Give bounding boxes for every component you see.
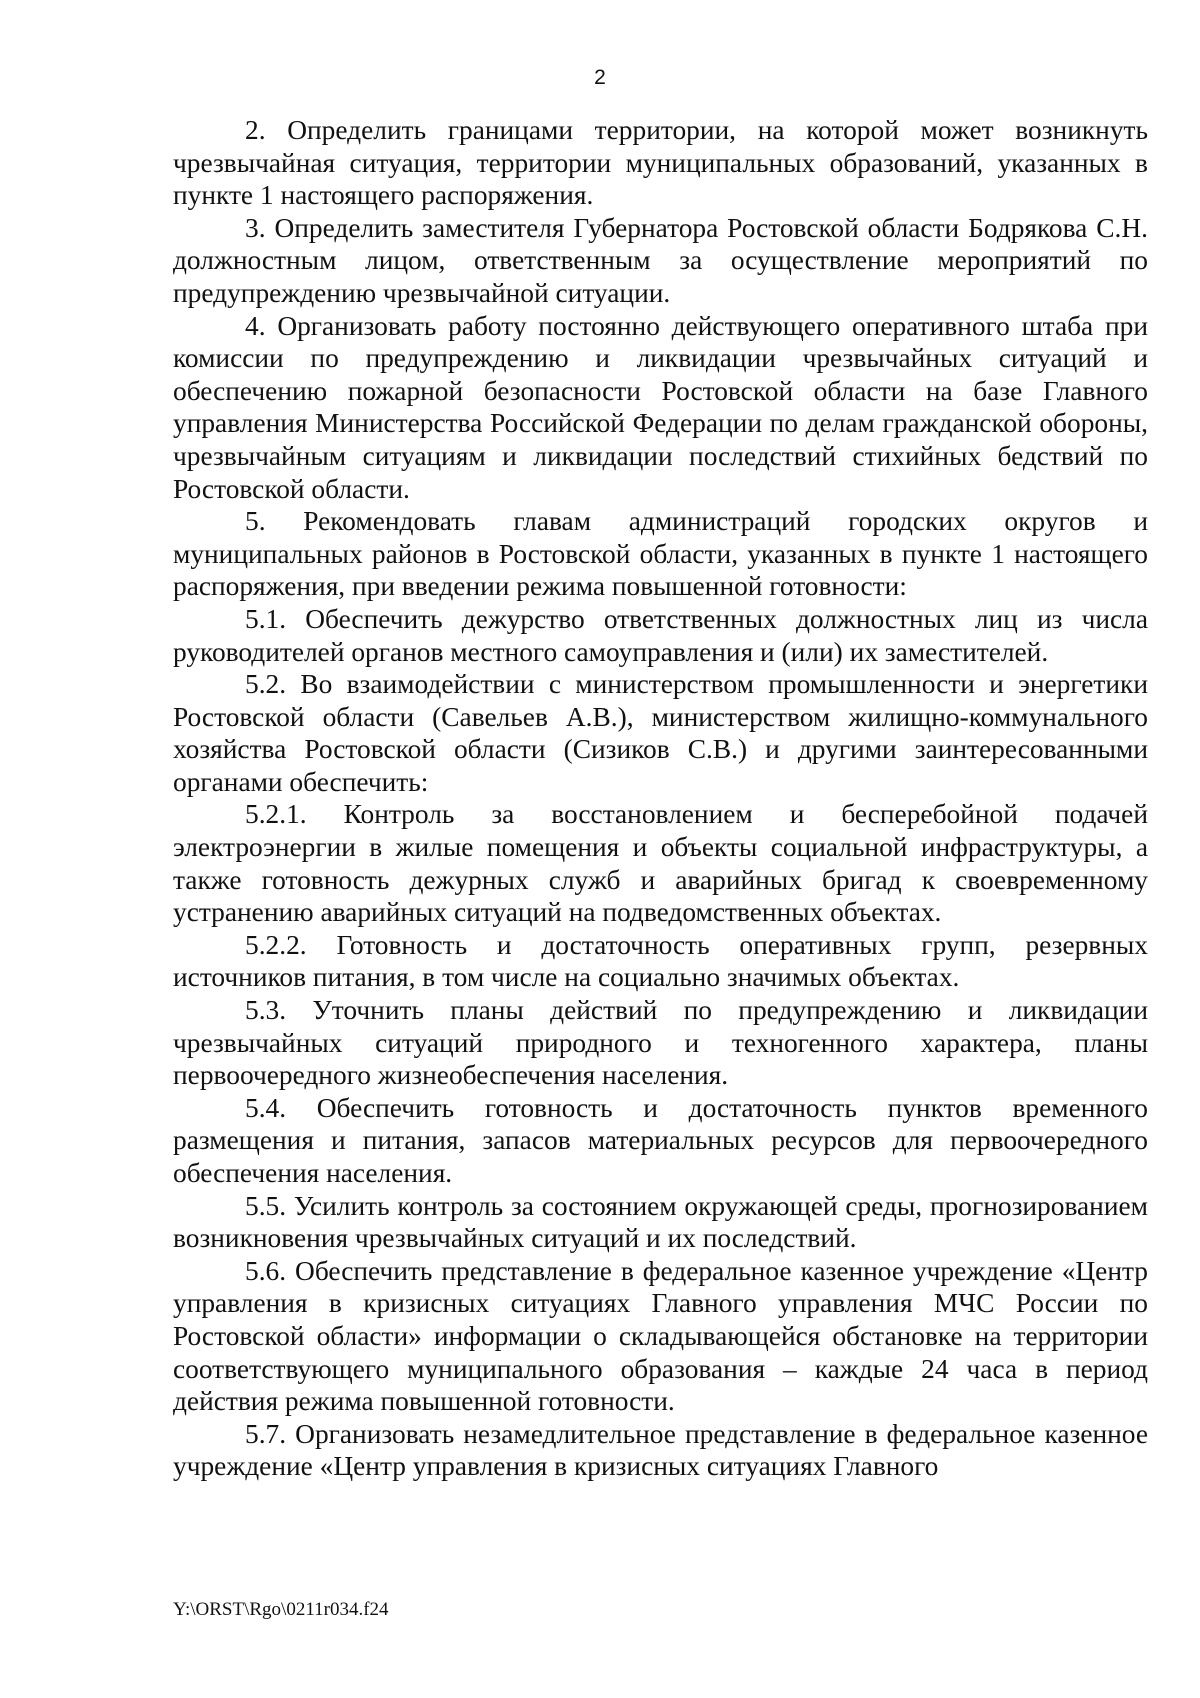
- paragraph-5-1: 5.1. Обеспечить дежурство ответственных должностных лиц из числа руководителей органов местного самоуправления и (или) их заместителей.: [173, 603, 1148, 667]
- page-number: 2: [594, 66, 606, 89]
- paragraph-5-4: 5.4. Обеспечить готовность и достаточность пунктов временного размещения и питания, запасов материальных ресурсов для первоочередного обеспечения населения.: [173, 1092, 1148, 1188]
- paragraph-5-6: 5.6. Обеспечить представление в федеральное казенное учреждение «Центр управления в кризисных ситуациях Главного управления МЧС России по Ростовской области» информации о складывающейся обстановке на территории соответствующего муниципального образования – каждые 24 часа в период действия режима повышенной готовности.: [173, 1255, 1148, 1417]
- paragraph-5: 5. Рекомендовать главам администраций городских округов и муниципальных районов в Ростовской области, указанных в пункте 1 настоящего распоряжения, при введении режима повышенной готовности:: [173, 506, 1148, 602]
- paragraph-5-2-2: 5.2.2. Готовность и достаточность оперативных групп, резервных источников питания, в том числе на социально значимых объектах.: [173, 929, 1148, 993]
- paragraph-5-2-1: 5.2.1. Контроль за восстановлением и бесперебойной подачей электроэнергии в жилые помещения и объекты социальной инфраструктуры, а также готовность дежурных служб и аварийных бригад к своевременному устранению аварийных ситуаций на подведомственных объектах.: [173, 799, 1148, 928]
- file-path-footer: Y:\ORST\Rgo\0211r034.f24: [173, 1599, 389, 1620]
- paragraph-4: 4. Организовать работу постоянно действующего оперативного штаба при комиссии по предупреждению и ликвидации чрезвычайных ситуаций и обеспечению пожарной безопасности Ростовской области на базе Главного управления Министерства Российской Федерации по делам гражданской обороны, чрезвычайным ситуациям и ликвидации последствий стихийных бедствий по Ростовской области.: [173, 310, 1148, 504]
- paragraph-5-2: 5.2. Во взаимодействии с министерством промышленности и энергетики Ростовской области (Савельев А.В.), министерством жилищно-коммунального хозяйства Ростовской области (Сизиков С.В.) и другими заинтересованными органами обеспечить:: [173, 669, 1148, 797]
- paragraph-5-5: 5.5. Усилить контроль за состоянием окружающей среды, прогнозированием возникновения чрезвычайных ситуаций и их последствий.: [173, 1190, 1148, 1254]
- paragraph-5-7: 5.7. Организовать незамедлительное представление в федеральное казенное учреждение «Центр управления в кризисных ситуациях Главного: [173, 1418, 1148, 1482]
- paragraph-3: 3. Определить заместителя Губернатора Ростовской области Бодрякова С.Н. должностным лицом, ответственным за осуществление мероприятий по предупреждению чрезвычайной ситуации.: [173, 212, 1148, 308]
- paragraph-2: 2. Определить границами территории, на которой может возникнуть чрезвычайная ситуация, территории муниципальных образований, указанных в пункте 1 настоящего распоряжения.: [173, 115, 1148, 211]
- paragraph-5-3: 5.3. Уточнить планы действий по предупреждению и ликвидации чрезвычайных ситуаций природного и техногенного характера, планы первоочередного жизнеобеспечения населения.: [173, 995, 1148, 1091]
- document-body: [173, 114, 1148, 1483]
